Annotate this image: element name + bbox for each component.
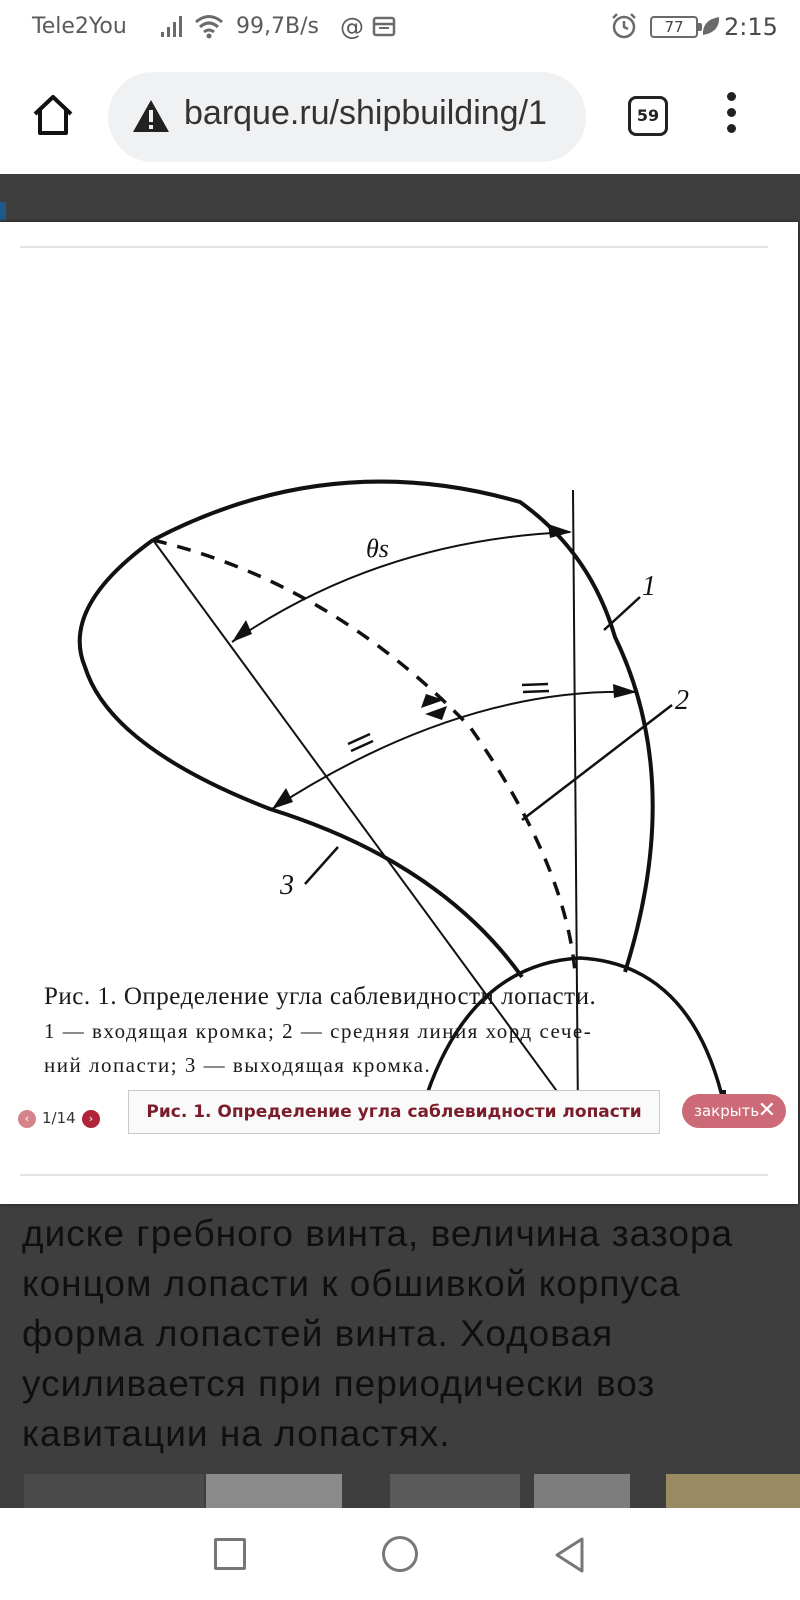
lightbox-divider: [20, 1174, 768, 1176]
image-title: Рис. 1. Определение угла саблевидности лопасти: [128, 1090, 660, 1134]
next-arrow-icon[interactable]: ›: [82, 1110, 100, 1128]
close-button[interactable]: [682, 1094, 786, 1128]
status-bar: [0, 0, 800, 56]
network-speed: 99,7B/s: [236, 14, 319, 39]
prev-arrow-icon[interactable]: ‹: [18, 1110, 36, 1128]
article-line: форма лопастей винта. Ходовая: [22, 1313, 614, 1354]
thumbnail[interactable]: [206, 1474, 342, 1508]
clock: 2:15: [724, 13, 778, 41]
propeller-blade-diagram: [0, 244, 798, 1094]
calendar-icon: [372, 15, 396, 37]
article-line: диске гребного винта, величина зазора: [22, 1213, 734, 1254]
leaf-icon: [700, 14, 722, 38]
thumbnail[interactable]: [390, 1474, 520, 1508]
caption-line: ний лопасти; 3 — выходящая кромка.: [44, 1053, 432, 1077]
system-nav-bar: [0, 1508, 800, 1600]
tab-count-button[interactable]: 59: [628, 96, 668, 136]
recents-icon[interactable]: [214, 1538, 246, 1570]
thumbnail[interactable]: [24, 1474, 204, 1508]
thumbnail[interactable]: [666, 1474, 800, 1508]
web-page: [0, 174, 800, 1508]
callout-line-1: [604, 597, 640, 630]
home-circle-icon[interactable]: [382, 1536, 418, 1572]
close-icon[interactable]: ✕: [757, 1098, 776, 1123]
callout-3: 3: [280, 870, 294, 901]
chord-arc: [272, 692, 635, 809]
more-menu-icon[interactable]: [724, 92, 738, 138]
theta-label: θs: [366, 534, 389, 563]
caption-line: Рис. 1. Определение угла саблевидности лопасти.: [44, 983, 597, 1010]
signal-icon: [160, 14, 186, 38]
address-bar[interactable]: [108, 72, 586, 162]
image-counter: 1/14: [42, 1109, 76, 1127]
callout-2: 2: [675, 685, 689, 716]
article-text: [22, 1209, 800, 1459]
callout-line-3: [305, 847, 338, 884]
figure-caption: [44, 980, 764, 1082]
article-line: усиливается при периодически воз: [22, 1363, 656, 1404]
leading-edge: [153, 482, 653, 972]
close-label: закрыть: [694, 1102, 760, 1120]
caption-line: 1 — входящая кромка; 2 — средняя линия хорд сече-: [44, 1019, 593, 1043]
article-line: концом лопасти к обшивкой корпуса: [22, 1263, 681, 1304]
url-text[interactable]: barque.ru/shipbuilding/1: [184, 94, 547, 132]
at-icon: @: [340, 13, 364, 41]
home-icon[interactable]: [30, 92, 76, 138]
trailing-edge: [80, 540, 522, 977]
back-icon[interactable]: [552, 1536, 588, 1574]
callout-1: 1: [642, 571, 656, 602]
article-line: кавитации на лопастях.: [22, 1413, 451, 1454]
carrier-name: Tele2You: [32, 14, 127, 39]
page-accent-strip: [0, 202, 6, 220]
warning-icon[interactable]: [132, 98, 170, 134]
wifi-icon: [194, 13, 224, 39]
battery-level: 77: [650, 16, 698, 38]
browser-toolbar: [0, 56, 800, 174]
thumbnail[interactable]: [534, 1474, 630, 1508]
image-lightbox: [0, 222, 798, 1204]
alarm-icon: [610, 12, 638, 40]
